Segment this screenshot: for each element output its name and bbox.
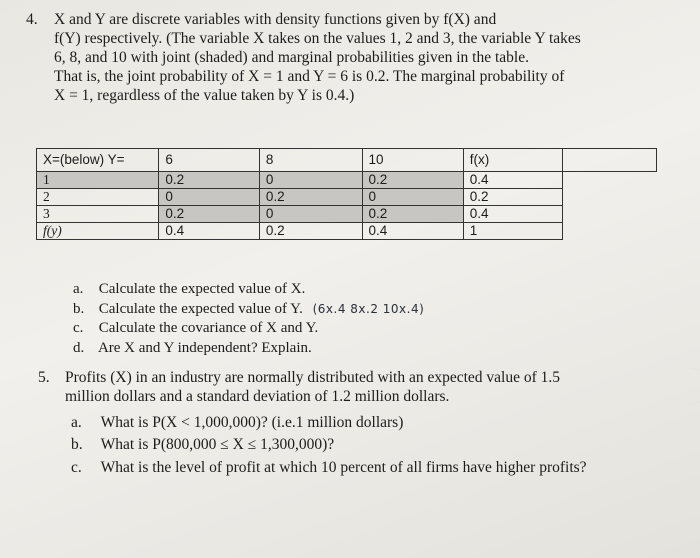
- part-text: Calculate the covariance of X and Y.: [98, 320, 319, 336]
- list-item: [73, 300, 424, 320]
- question-4-parts: [73, 280, 424, 358]
- table-cell: 2: [37, 189, 159, 206]
- part-label: d.: [73, 339, 85, 356]
- table-cell: 0.2: [159, 206, 260, 223]
- table-cell: f(y): [37, 223, 159, 240]
- table-header-cell: X=(below) Y=: [37, 149, 159, 172]
- part-label: c.: [71, 459, 82, 476]
- list-item: [73, 319, 424, 339]
- table-header-cell: [563, 149, 657, 172]
- question-4-line: X = 1, regardless of the value taken by Y is 0.4.): [54, 87, 355, 104]
- question-5-line: million dollars and a standard deviation of 1.2 million dollars.: [65, 388, 450, 405]
- faint-pen-mark: [670, 368, 700, 404]
- table-header-cell: 6: [159, 149, 260, 172]
- part-text: Are X and Y independent? Explain.: [97, 339, 312, 356]
- probability-table: [36, 148, 657, 240]
- table-row: [37, 189, 657, 206]
- part-text: What is the level of profit at which 10 percent of all firms have higher profits?: [100, 459, 587, 476]
- question-4-line: X and Y are discrete variables with density functions given by f(X) and: [54, 11, 497, 28]
- table-cell: 0: [259, 172, 362, 189]
- part-label: c.: [73, 320, 84, 336]
- table-cell: 0: [259, 206, 362, 223]
- table-header-cell: 10: [362, 149, 463, 172]
- question-4-text: [54, 10, 664, 105]
- question-5-text: [65, 368, 665, 406]
- question-4-line: 6, 8, and 10 with joint (shaded) and marginal probabilities given in the table.: [54, 49, 529, 66]
- table-row: [37, 206, 657, 223]
- table-cell: 0: [159, 189, 260, 206]
- table-cell: 0: [362, 189, 463, 206]
- part-label: b.: [73, 300, 85, 317]
- table-cell: 0.4: [463, 172, 562, 189]
- question-4-number: 4.: [26, 11, 38, 28]
- question-5-line: Profits (X) in an industry are normally distributed with an expected value of 1.5: [65, 369, 561, 386]
- table-header-row: [37, 149, 657, 172]
- list-item: [71, 436, 334, 454]
- part-text: What is P(800,000 ≤ X ≤ 1,300,000)?: [100, 436, 335, 453]
- part-label: a.: [73, 281, 84, 297]
- list-item: [71, 414, 403, 432]
- table-header-cell: 8: [259, 149, 362, 172]
- table-row: [37, 223, 657, 240]
- part-label: a.: [71, 414, 82, 431]
- table-cell: 0.2: [463, 189, 562, 206]
- part-text: What is P(X < 1,000,000)? (i.e.1 million dollars): [100, 414, 404, 431]
- list-item: [71, 459, 587, 477]
- table-cell: 0.2: [259, 189, 362, 206]
- table-cell: 3: [37, 206, 159, 223]
- table-header-cell: f(x): [463, 149, 562, 172]
- table-cell: 0.2: [259, 223, 362, 240]
- table-cell: 0.4: [463, 206, 562, 223]
- question-5-number: 5.: [38, 369, 50, 386]
- table-cell: 0.4: [362, 223, 463, 240]
- table-row: [37, 172, 657, 189]
- list-item: [73, 280, 424, 300]
- part-label: b.: [71, 436, 83, 453]
- table-cell: 0.2: [159, 172, 260, 189]
- question-4-line: That is, the joint probability of X = 1 and Y = 6 is 0.2. The marginal probability of: [54, 68, 565, 85]
- part-text: Calculate the expected value of Y.: [98, 300, 303, 317]
- table-cell: 1: [37, 172, 159, 189]
- table-cell: 0.2: [362, 206, 463, 223]
- table-cell: 1: [463, 223, 562, 240]
- table-cell: 0.2: [362, 172, 463, 189]
- question-4-line: f(Y) respectively. (The variable X takes on the values 1, 2 and 3, the variable Y takes: [54, 30, 581, 47]
- list-item: [73, 339, 424, 359]
- part-text: Calculate the expected value of X.: [98, 281, 306, 297]
- handwritten-note: (6x.4 8x.2 10x.4): [312, 301, 425, 316]
- table-cell: 0.4: [159, 223, 260, 240]
